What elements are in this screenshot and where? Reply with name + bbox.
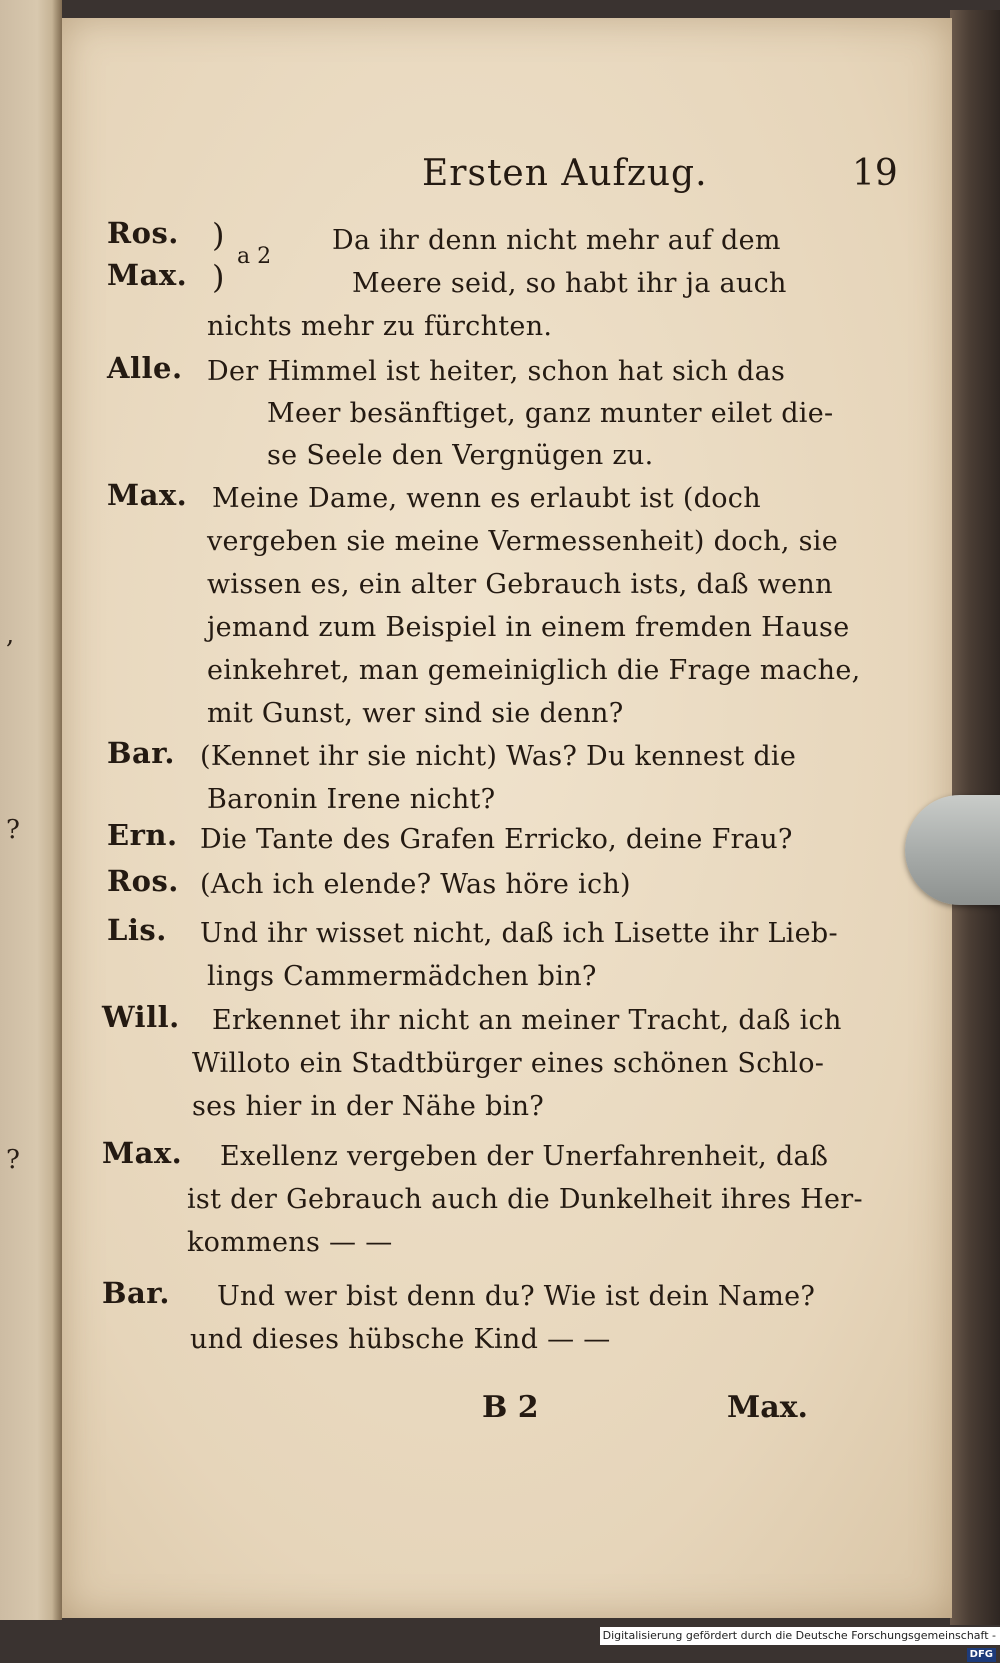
left-page-mark: , — [6, 620, 15, 650]
speaker-label: Ern. — [107, 818, 178, 852]
text-line: einkehret, man gemeiniglich die Frage mache, — [207, 655, 861, 686]
text-line: (Kennet ihr sie nicht) Was? Du kennest die — [200, 741, 797, 772]
speaker-label: Will. — [102, 1000, 180, 1034]
text-line: und dieses hübsche Kind — — — [190, 1324, 611, 1355]
text-line: nichts mehr zu fürchten. — [207, 311, 553, 342]
gutter-shadow — [52, 0, 62, 1620]
bracket: ) — [212, 216, 225, 254]
speaker-label: Ros. — [107, 216, 179, 250]
text-line: Der Himmel ist heiter, schon hat sich das — [207, 356, 786, 387]
text-line: mit Gunst, wer sind sie denn? — [207, 698, 624, 729]
text-line: Die Tante des Grafen Erricko, deine Frau? — [200, 824, 793, 855]
previous-page-edge — [0, 0, 62, 1620]
catchword: Max. — [727, 1390, 808, 1425]
speaker-label: Max. — [107, 258, 188, 292]
text-line: jemand zum Beispiel in einem fremden Hause — [207, 612, 850, 643]
text-line: lings Cammermädchen bin? — [207, 961, 597, 992]
speaker-label: Alle. — [107, 351, 183, 385]
text-line: se Seele den Vergnügen zu. — [267, 440, 654, 471]
text-line: Exellenz vergeben der Unerfahrenheit, daß — [220, 1141, 829, 1172]
text-line: Baronin Irene nicht? — [207, 784, 496, 815]
text-line: ist der Gebrauch auch die Dunkelheit ihres Her- — [187, 1184, 863, 1215]
digitization-credit — [600, 1627, 1000, 1660]
page-number: 19 — [852, 153, 898, 194]
text-line: (Ach ich elende? Was höre ich) — [200, 869, 631, 900]
text-line: Willoto ein Stadtbürger eines schönen Schlo- — [192, 1048, 825, 1079]
speaker-label: Ros. — [107, 864, 179, 898]
text-line: Da ihr denn nicht mehr auf dem — [332, 225, 781, 256]
text-line: Und ihr wisset nicht, daß ich Lisette ihr Lieb- — [200, 918, 838, 949]
speaker-label: Lis. — [107, 913, 167, 947]
book-page — [62, 18, 952, 1618]
running-header — [62, 153, 952, 213]
text-line: ses hier in der Nähe bin? — [192, 1091, 545, 1122]
text-line: wissen es, ein alter Gebrauch ists, daß wenn — [207, 569, 833, 600]
speaker-label: Max. — [107, 478, 188, 512]
left-page-mark: ? — [6, 815, 20, 845]
a-due-marker: a 2 — [237, 244, 272, 269]
text-line: Meer besänftiget, ganz munter eilet die- — [267, 398, 834, 429]
text-line: kommens — — — [187, 1227, 393, 1258]
text-line: Und wer bist denn du? Wie ist dein Name? — [217, 1281, 816, 1312]
text-line: Meere seid, so habt ihr ja auch — [352, 268, 787, 299]
left-page-mark: ? — [6, 1145, 20, 1175]
text-line: vergeben sie meine Vermessenheit) doch, sie — [207, 526, 838, 557]
speaker-label: Bar. — [102, 1276, 171, 1310]
text-line: Meine Dame, wenn es erlaubt ist (doch — [212, 483, 761, 514]
bracket: ) — [212, 258, 225, 296]
speaker-label: Bar. — [107, 736, 176, 770]
signature-mark: B 2 — [482, 1390, 539, 1425]
credit-text: Digitalisierung gefördert durch die Deutsche Forschungsgemeinschaft - — [602, 1629, 996, 1642]
text-line: Erkennet ihr nicht an meiner Tracht, daß ich — [212, 1005, 842, 1036]
dfg-logo: DFG — [967, 1648, 996, 1662]
speaker-label: Max. — [102, 1136, 183, 1170]
running-title: Ersten Aufzug. — [422, 153, 708, 194]
